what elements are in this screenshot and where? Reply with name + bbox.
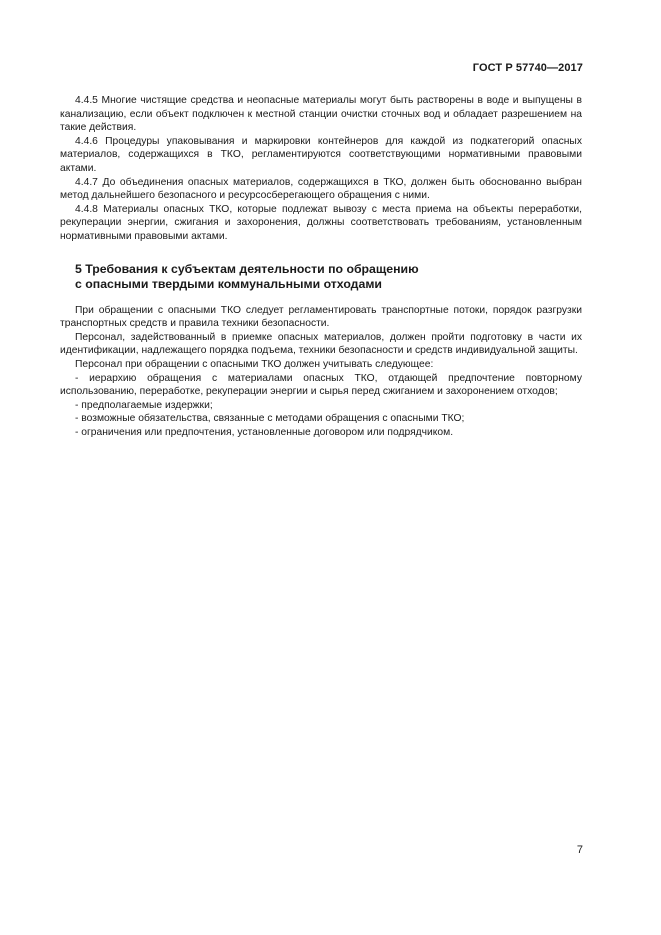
section-5-title-line-2: с опасными твердыми коммунальными отходами (75, 276, 382, 291)
section-5-title (75, 262, 582, 292)
document-code: ГОСТ Р 57740—2017 (472, 62, 583, 74)
list-item-obligations: - возможные обязательства, связанные с методами обращения с опасными ТКО; (75, 413, 465, 425)
paragraph-transport-flows: При обращении с опасными ТКО следует регламентировать транспортные потоки, порядок разгрузки транспортных средств и правила техники безопасности. (60, 304, 582, 330)
paragraph-personnel-considerations: Персонал при обращении с опасными ТКО должен учитывать следующее: (75, 358, 434, 370)
list-item-costs: - предполагаемые издержки; (75, 399, 213, 411)
list-item-restrictions: - ограничения или предпочтения, установленные договором или подрядчиком. (75, 426, 454, 438)
section-5-title-line-1: 5 Требования к субъектам деятельности по обращению (75, 261, 419, 276)
paragraph-4-4-8: 4.4.8 Материалы опасных ТКО, которые подлежат вывозу с места приема на объекты переработки, рекуперации энергии, сжигания и захоронения, должны соответствовать требованиям, установленным нормативными правовыми актами. (60, 203, 582, 242)
paragraph-4-4-6: 4.4.6 Процедуры упаковывания и маркировки контейнеров для каждой из подкатегорий опасных материалов, содержащихся в ТКО, регламентируются соответствующими нормативными правовыми актами. (60, 135, 582, 174)
list-item-hierarchy: - иерархию обращения с материалами опасных ТКО, отдающей предпочтение повторному использованию, переработке, рекуперации энергии и сырья перед сжиганием и захоронением отходов; (60, 372, 582, 398)
paragraph-4-4-7: 4.4.7 До объединения опасных материалов, содержащихся в ТКО, должен быть обоснованно выбран метод дальнейшего безопасного и ресурсосберегающего обращения с ними. (60, 176, 582, 202)
document-body (60, 94, 582, 439)
paragraph-personnel-training: Персонал, задействованный в приемке опасных материалов, должен пройти подготовку в части их идентификации, надлежащего порядка подъема, техники безопасности и средств индивидуальной защиты. (60, 331, 582, 357)
page-number: 7 (576, 844, 583, 856)
paragraph-4-4-5: 4.4.5 Многие чистящие средства и неопасные материалы могут быть растворены в воде и выпущены в канализацию, если объект подключен к местной станции очистки сточных вод и обладает разрешением на такие действия. (60, 95, 582, 134)
